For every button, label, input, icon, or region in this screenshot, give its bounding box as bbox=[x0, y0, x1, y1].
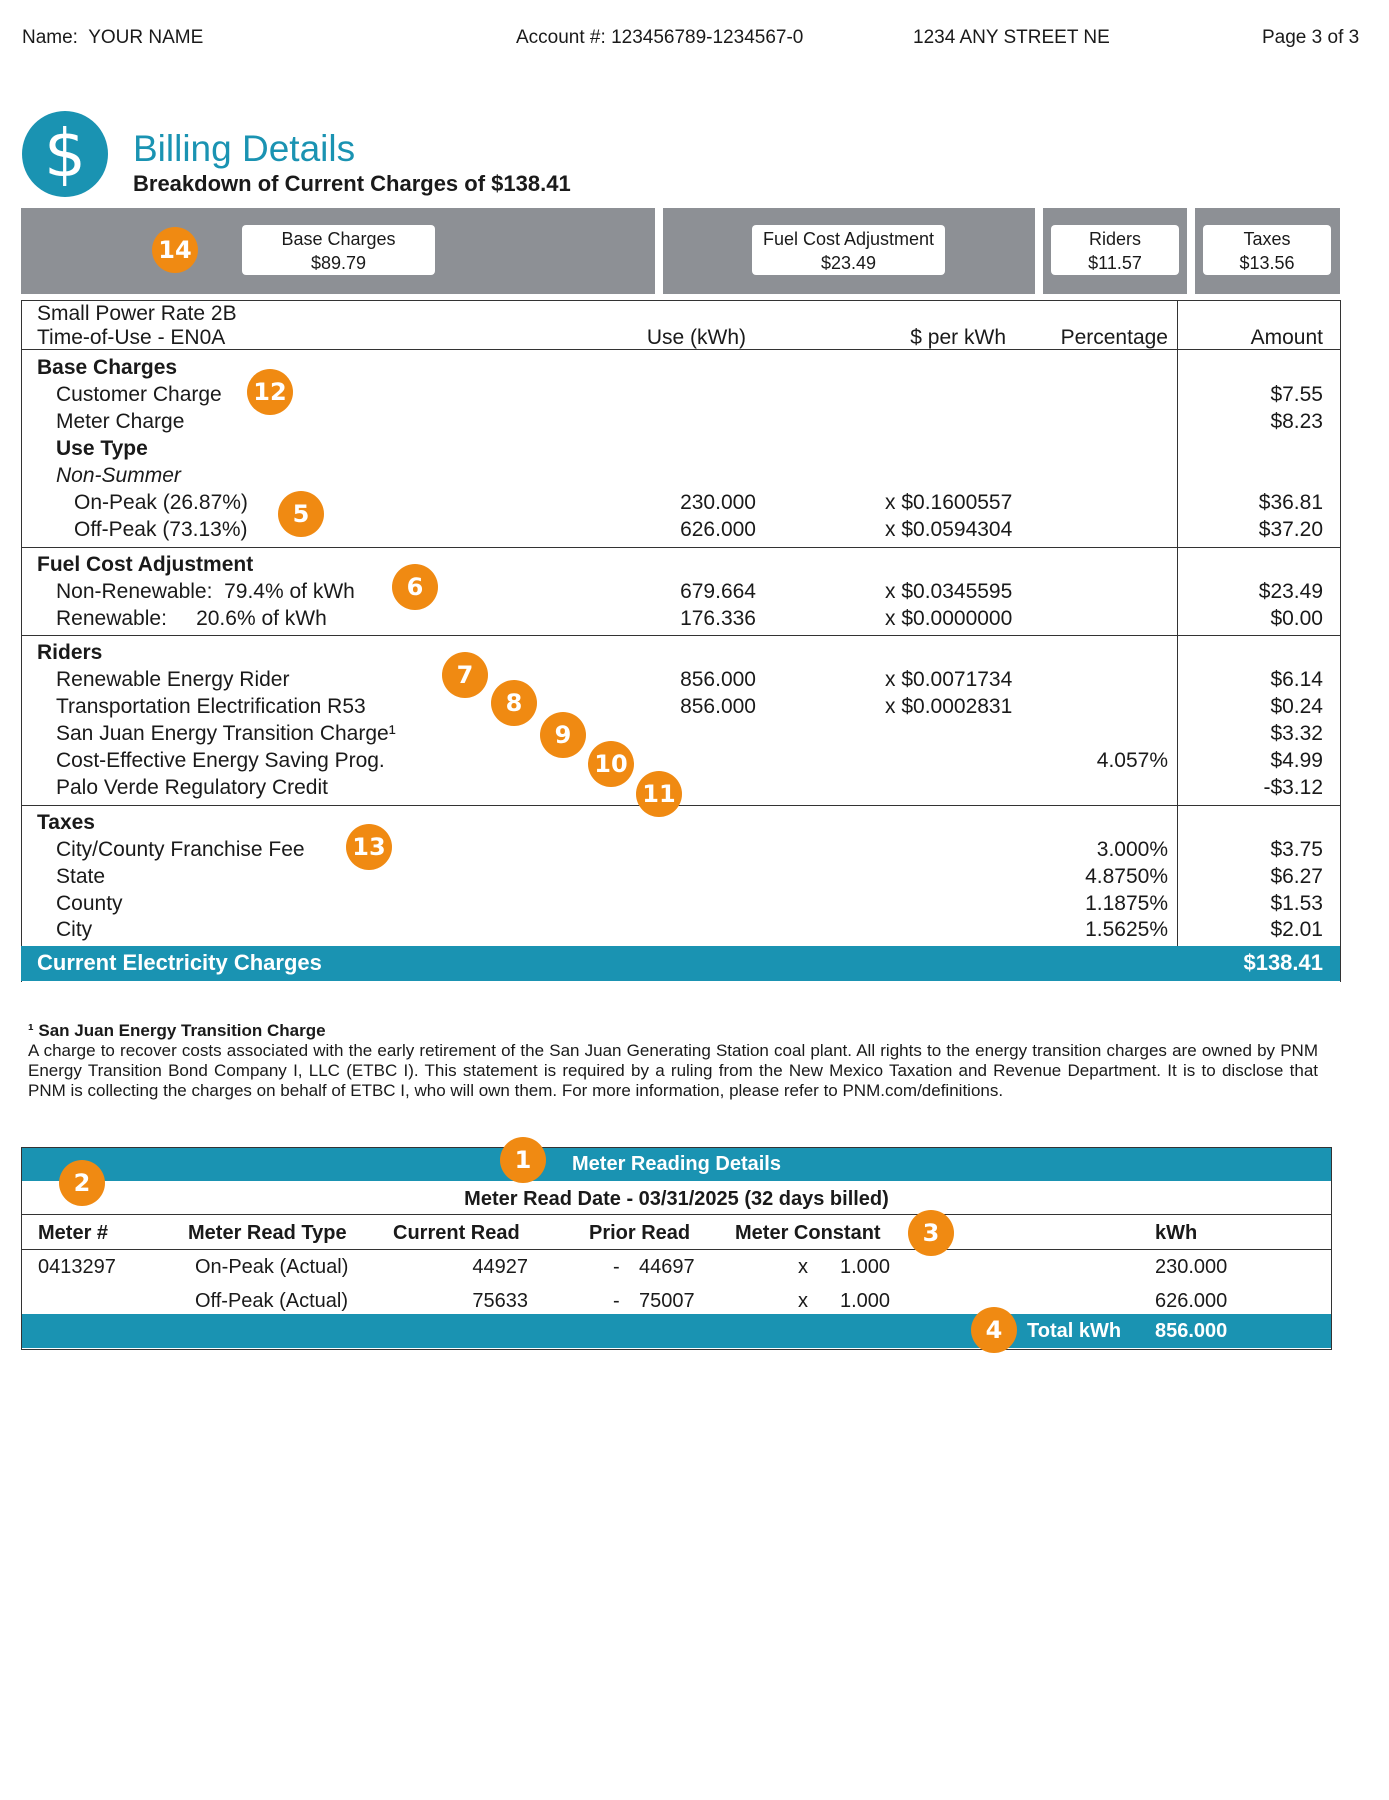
tax-state-amount: $6.27 bbox=[1270, 865, 1323, 888]
rider-sanjuan-label: San Juan Energy Transition Charge¹ bbox=[56, 722, 396, 745]
rate-name: Small Power Rate 2B bbox=[37, 302, 237, 325]
callout-badge-6: 6 bbox=[392, 564, 438, 610]
rider-sanjuan-amount: $3.32 bbox=[1270, 722, 1323, 745]
offpeak-use: 626.000 bbox=[680, 518, 756, 541]
column-header-rate: $ per kWh bbox=[910, 326, 1006, 349]
callout-badge-10: 10 bbox=[588, 741, 634, 787]
meter-row-x: x bbox=[798, 1256, 808, 1278]
total-charges-amount: $138.41 bbox=[1243, 950, 1323, 975]
summary-fuel-cost: Fuel Cost Adjustment $23.49 bbox=[752, 225, 945, 275]
column-header-use: Use (kWh) bbox=[646, 326, 746, 349]
renewable-use: 176.336 bbox=[680, 607, 756, 630]
tax-franchise-pct: 3.000% bbox=[1096, 838, 1168, 861]
rider-renewable-amount: $6.14 bbox=[1270, 668, 1323, 691]
meter-row-prior: 75007 bbox=[639, 1290, 695, 1312]
nonrenewable-label: Non-Renewable: 79.4% of kWh bbox=[56, 580, 355, 603]
rider-energy-saving-amount: $4.99 bbox=[1270, 749, 1323, 772]
tax-city-label: City bbox=[56, 918, 93, 941]
footnote-title: ¹ San Juan Energy Transition Charge bbox=[28, 1021, 326, 1040]
meter-col-current: Current Read bbox=[393, 1222, 520, 1244]
rider-renewable-label: Renewable Energy Rider bbox=[56, 668, 290, 691]
customer-name: Name: YOUR NAME bbox=[22, 27, 204, 48]
amount-column-divider bbox=[1177, 300, 1178, 946]
callout-badge-14: 14 bbox=[152, 227, 198, 273]
tax-city-pct: 1.5625% bbox=[1085, 918, 1168, 941]
section-heading-riders: Riders bbox=[37, 641, 103, 664]
meter-row-x: x bbox=[798, 1290, 808, 1312]
tax-city-amount: $2.01 bbox=[1270, 918, 1323, 941]
meter-row-dash: - bbox=[613, 1256, 620, 1278]
meter-row-kwh: 626.000 bbox=[1155, 1290, 1228, 1312]
section-heading-taxes: Taxes bbox=[37, 811, 95, 834]
tax-state-pct: 4.8750% bbox=[1085, 865, 1168, 888]
use-type-heading: Use Type bbox=[56, 437, 148, 460]
customer-charge-amount: $7.55 bbox=[1270, 383, 1323, 406]
callout-badge-4: 4 bbox=[971, 1307, 1017, 1353]
onpeak-use: 230.000 bbox=[680, 491, 756, 514]
meter-divider bbox=[22, 1249, 1331, 1250]
offpeak-rate: x $0.0594304 bbox=[885, 518, 1013, 541]
rider-paloverde-label: Palo Verde Regulatory Credit bbox=[56, 776, 328, 799]
meter-total-label: Total kWh bbox=[1027, 1320, 1122, 1342]
meter-number: 0413297 bbox=[38, 1256, 116, 1278]
meter-divider bbox=[22, 1214, 1331, 1215]
page-number: Page 3 of 3 bbox=[1262, 27, 1360, 48]
onpeak-amount: $36.81 bbox=[1258, 491, 1323, 514]
rider-energy-saving-label: Cost-Effective Energy Saving Prog. bbox=[56, 749, 385, 772]
summary-riders: Riders $11.57 bbox=[1051, 225, 1179, 275]
callout-badge-1: 1 bbox=[500, 1137, 546, 1183]
table-divider bbox=[21, 805, 1340, 806]
rate-schedule: Time-of-Use - EN0A bbox=[37, 326, 226, 349]
offpeak-amount: $37.20 bbox=[1258, 518, 1323, 541]
tax-county-amount: $1.53 bbox=[1270, 892, 1323, 915]
callout-badge-2: 2 bbox=[59, 1160, 105, 1206]
tax-state-label: State bbox=[56, 865, 106, 888]
rider-renewable-rate: x $0.0071734 bbox=[885, 668, 1013, 691]
callout-badge-5: 5 bbox=[278, 491, 324, 537]
table-divider bbox=[21, 547, 1340, 548]
section-heading-base: Base Charges bbox=[37, 356, 178, 379]
meter-row-constant: 1.000 bbox=[840, 1290, 891, 1312]
offpeak-label: Off-Peak (73.13%) bbox=[74, 518, 248, 541]
total-charges-label: Current Electricity Charges bbox=[37, 950, 322, 975]
rider-transport-use: 856.000 bbox=[680, 695, 756, 718]
tax-franchise-label: City/County Franchise Fee bbox=[56, 838, 305, 861]
customer-charge-label: Customer Charge bbox=[56, 383, 222, 406]
page-title: Billing Details bbox=[133, 128, 356, 169]
meter-charge-label: Meter Charge bbox=[56, 410, 185, 433]
rider-energy-saving-pct: 4.057% bbox=[1096, 749, 1168, 772]
footnote-text: A charge to recover costs associated with the early retirement of the San Juan Generating Station coal plant. All rights to the energy transition charges are owned by PNM Energy Transition Bond Company I, LLC (ETBC I). This statement is required by a ruling from the New Mexico Taxation and Revenue Department. It is to disclose that PNM is collecting the charges on behalf of ETBC I, who will own them. For more information, please refer to PNM.com/definitions. bbox=[28, 1041, 1318, 1100]
tax-county-label: County bbox=[56, 892, 123, 915]
column-header-amount: Amount bbox=[1250, 326, 1323, 349]
renewable-amount: $0.00 bbox=[1270, 607, 1323, 630]
meter-row-kwh: 230.000 bbox=[1155, 1256, 1228, 1278]
meter-total-bar bbox=[22, 1314, 1331, 1348]
meter-row-dash: - bbox=[613, 1290, 620, 1312]
onpeak-rate: x $0.1600557 bbox=[885, 491, 1013, 514]
callout-badge-8: 8 bbox=[491, 680, 537, 726]
callout-badge-9: 9 bbox=[540, 712, 586, 758]
tax-county-pct: 1.1875% bbox=[1085, 892, 1168, 915]
onpeak-label: On-Peak (26.87%) bbox=[74, 491, 248, 514]
rider-paloverde-amount: -$3.12 bbox=[1263, 776, 1323, 799]
meter-charge-amount: $8.23 bbox=[1270, 410, 1323, 433]
tax-franchise-amount: $3.75 bbox=[1270, 838, 1323, 861]
renewable-rate: x $0.0000000 bbox=[885, 607, 1013, 630]
meter-row-type: Off-Peak (Actual) bbox=[195, 1290, 349, 1312]
meter-row-current: 75633 bbox=[472, 1290, 528, 1312]
column-header-percentage: Percentage bbox=[1060, 326, 1168, 349]
rider-transport-rate: x $0.0002831 bbox=[885, 695, 1013, 718]
callout-badge-7: 7 bbox=[442, 652, 488, 698]
meter-col-number: Meter # bbox=[38, 1222, 109, 1244]
rider-renewable-use: 856.000 bbox=[680, 668, 756, 691]
nonrenewable-rate: x $0.0345595 bbox=[885, 580, 1013, 603]
section-heading-fuel: Fuel Cost Adjustment bbox=[37, 553, 254, 576]
meter-col-type: Meter Read Type bbox=[188, 1222, 347, 1244]
summary-base-charges: Base Charges $89.79 bbox=[242, 225, 435, 275]
meter-col-prior: Prior Read bbox=[589, 1222, 691, 1244]
dollar-icon: $ bbox=[22, 111, 108, 197]
meter-row-current: 44927 bbox=[472, 1256, 528, 1278]
callout-badge-3: 3 bbox=[908, 1210, 954, 1256]
callout-badge-12: 12 bbox=[247, 369, 293, 415]
service-address: 1234 ANY STREET NE bbox=[913, 27, 1110, 48]
meter-row-prior: 44697 bbox=[639, 1256, 695, 1278]
page-subtitle: Breakdown of Current Charges of $138.41 bbox=[133, 171, 571, 196]
callout-badge-13: 13 bbox=[346, 824, 392, 870]
meter-row-constant: 1.000 bbox=[840, 1256, 891, 1278]
nonrenewable-amount: $23.49 bbox=[1258, 580, 1323, 603]
nonrenewable-use: 679.664 bbox=[680, 580, 756, 603]
meter-total-value: 856.000 bbox=[1155, 1320, 1228, 1342]
summary-taxes: Taxes $13.56 bbox=[1203, 225, 1331, 275]
meter-row-type: On-Peak (Actual) bbox=[195, 1256, 349, 1278]
rider-transport-amount: $0.24 bbox=[1270, 695, 1323, 718]
meter-col-constant: Meter Constant bbox=[735, 1222, 881, 1244]
callout-badge-11: 11 bbox=[636, 771, 682, 817]
meter-read-date: Meter Read Date - 03/31/2025 (32 days billed) bbox=[464, 1188, 889, 1210]
meter-col-kwh: kWh bbox=[1155, 1222, 1198, 1244]
renewable-label: Renewable: 20.6% of kWh bbox=[56, 607, 327, 630]
rider-transport-label: Transportation Electrification R53 bbox=[56, 695, 366, 718]
meter-title: Meter Reading Details bbox=[572, 1153, 781, 1175]
table-divider bbox=[21, 635, 1340, 636]
season-label: Non-Summer bbox=[56, 464, 181, 487]
account-number: Account #: 123456789-1234567-0 bbox=[516, 27, 804, 48]
